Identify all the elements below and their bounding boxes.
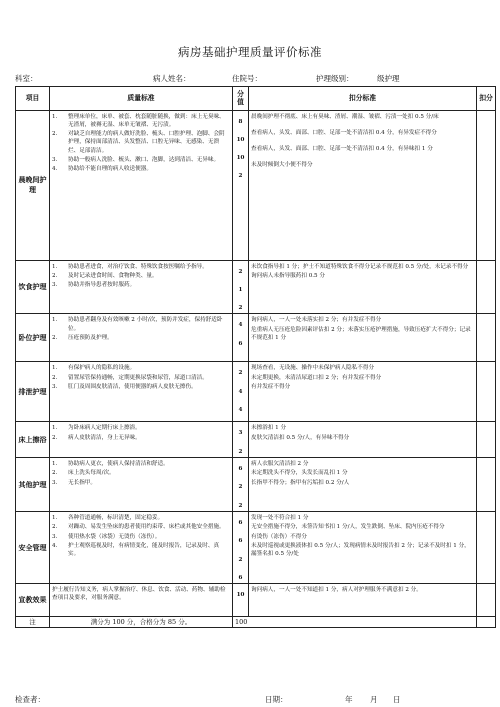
standard-item bbox=[52, 586, 230, 603]
row-standards bbox=[50, 422, 233, 458]
inspector-label: 检查者： bbox=[15, 695, 45, 704]
deduct-score-cell[interactable] bbox=[477, 422, 496, 458]
standard-text: 床上洗头每周/次。 bbox=[68, 470, 115, 477]
score-value: 6 bbox=[238, 466, 243, 473]
row-deductions bbox=[249, 584, 477, 617]
standard-text: 对缺乏自理能力的病人做好洗脸、梳头、口腔护理、泡脚、会阴护理，保持面部清洁、头发整洁、口腔无异味、无感染、无溃烂、足部清洁。 bbox=[68, 131, 225, 154]
row-scores bbox=[233, 584, 249, 617]
standard-number: 1. bbox=[52, 317, 58, 324]
standard-text: 护士履行告知义务，病人掌握治疗、休息、饮食、活动、药物、辅助检查项目及要求，对服务满意。 bbox=[52, 587, 226, 602]
standard-item bbox=[52, 424, 230, 432]
deduction-text: 未擦浴扣 1 分 bbox=[251, 425, 287, 432]
standard-text: 使用热水袋（冰袋）无烫伤（冻伤）。 bbox=[68, 533, 161, 540]
row-category: 晨晚间护理 bbox=[16, 110, 50, 260]
standard-text: 为卧床病人定期行床上擦浴。 bbox=[68, 425, 141, 432]
standard-number: 1. bbox=[52, 365, 58, 372]
standard-item bbox=[52, 460, 230, 468]
row-scores bbox=[233, 458, 249, 512]
deduction-text: 查看病人，头发、面部、口腔、足部一处不清洁扣 0.4 分，有异味扣 1 分 bbox=[251, 146, 433, 153]
score-value: 3 bbox=[238, 430, 243, 437]
score-value: 2 bbox=[238, 268, 243, 275]
standard-item bbox=[52, 523, 230, 531]
score-value: 10 bbox=[236, 592, 245, 599]
row-scores bbox=[233, 260, 249, 314]
score-value: 8 bbox=[238, 118, 243, 125]
note-row bbox=[16, 617, 496, 628]
standard-item bbox=[52, 113, 230, 130]
score-value: 6 bbox=[238, 574, 243, 581]
deduct-score-cell[interactable] bbox=[477, 584, 496, 617]
deduct-score-cell[interactable] bbox=[477, 511, 496, 583]
nursing-level-label: 护理级别： bbox=[316, 74, 354, 83]
score-value: 2 bbox=[238, 173, 243, 180]
standard-text: 有保护病人的隐私的设施。 bbox=[68, 365, 136, 372]
note-text: 满分为 100 分，合格分为 85 分。 bbox=[50, 617, 233, 628]
standard-number: 4. bbox=[52, 542, 58, 549]
evaluation-table bbox=[15, 86, 496, 628]
standard-text: 各种管道通畅，标识清楚，固定稳妥。 bbox=[68, 514, 164, 521]
row-category: 卧位护理 bbox=[16, 314, 50, 362]
table-row bbox=[16, 458, 496, 512]
deduction-text: 晨晚间护理不彻底、床上有臭味、渣屑、潮湿、皱褶、污渍一处扣 0.5 分/床 bbox=[251, 113, 439, 120]
hospital-number-label: 住院号： bbox=[232, 74, 262, 83]
row-category: 安全管理 bbox=[16, 511, 50, 583]
standard-number: 3. bbox=[52, 157, 58, 164]
score-value: 2 bbox=[238, 502, 243, 509]
deduction-text: 皮肤欠清洁扣 0.5 分/人，有异味不得分 bbox=[251, 434, 350, 441]
standard-number: 1. bbox=[52, 425, 58, 432]
row-deductions bbox=[249, 260, 477, 314]
standard-text: 协助并指导患者按时服药。 bbox=[68, 282, 136, 289]
score-value: 6 bbox=[238, 538, 243, 545]
header-item: 项目 bbox=[16, 87, 50, 111]
deduction-text: 查看病人，头发、面部、口腔、足部一处不清洁扣 0.4 分，有异发症不得分 bbox=[251, 129, 437, 136]
standard-number: 2. bbox=[52, 272, 58, 279]
standard-text: 无长指甲。 bbox=[68, 479, 96, 486]
row-standards bbox=[50, 110, 233, 260]
deduction-text: 未定期更换，未清洁尿道口扣 2 分；有并发症不得分 bbox=[251, 374, 382, 381]
row-category: 床上擦浴 bbox=[16, 422, 50, 458]
row-scores bbox=[233, 110, 249, 260]
score-value: 6 bbox=[238, 340, 243, 347]
score-value: 6 bbox=[238, 519, 243, 526]
deduct-score-cell[interactable] bbox=[477, 314, 496, 362]
standard-item bbox=[52, 374, 230, 382]
standard-text: 护士观察巡视及时，有病情变化，能及时报告，记录及时、真实。 bbox=[68, 542, 220, 558]
standard-text: 协助患者进食，对治疗饮食、特殊饮食按医嘱给予指导。 bbox=[68, 263, 208, 270]
standard-text: 及时记录进食时间、食物种类、量。 bbox=[68, 272, 158, 279]
standard-number: 1. bbox=[52, 263, 58, 270]
deduction-text: 有并发症不得分 bbox=[251, 384, 291, 391]
row-category: 饮食护理 bbox=[16, 260, 50, 314]
standard-number: 1. bbox=[52, 113, 58, 120]
standard-item bbox=[52, 364, 230, 372]
row-standards bbox=[50, 260, 233, 314]
standard-text: 留置尿管保持通畅，定期更换尿袋和尿管，尿道口清洁。 bbox=[68, 374, 208, 381]
deduction-text: 发现一处不符合扣 1 分 bbox=[251, 514, 309, 521]
score-value: 1 bbox=[238, 286, 243, 293]
deduction-text: 病人衣服欠清洁扣 2 分 bbox=[251, 461, 309, 468]
standard-number: 3. bbox=[52, 479, 58, 486]
standard-number: 1. bbox=[52, 461, 58, 468]
note-blank-cell bbox=[477, 617, 496, 628]
deduction-text: 询问病人，一人一处不知道扣 1 分，病人对护理服务不满意扣 2 分。 bbox=[251, 587, 422, 594]
standard-number: 2. bbox=[52, 434, 58, 441]
standard-item bbox=[52, 479, 230, 487]
deduct-score-cell[interactable] bbox=[477, 260, 496, 314]
deduction-text: 询问病人未指导服药扣 0.5 分 bbox=[251, 272, 325, 279]
header-deduct: 扣分标准 bbox=[249, 87, 477, 111]
standard-item bbox=[52, 165, 230, 173]
patient-name-label: 病人姓名： bbox=[153, 74, 191, 83]
deduction-text: 现场查看，无设施、操作中未保护病人隐私不得分 bbox=[251, 365, 375, 372]
score-value: 2 bbox=[238, 448, 243, 455]
standard-item bbox=[52, 334, 230, 342]
table-row bbox=[16, 422, 496, 458]
deduction-text: 长指甲不得分；指甲有污垢扣 0.2 分/人 bbox=[251, 479, 350, 486]
score-value: 2 bbox=[238, 484, 243, 491]
deduct-score-cell[interactable] bbox=[477, 362, 496, 422]
score-value: 4 bbox=[238, 407, 243, 414]
row-standards bbox=[50, 511, 233, 583]
standard-text: 协助病人更衣，使病人保持清洁和舒适。 bbox=[68, 461, 169, 468]
table-row bbox=[16, 110, 496, 260]
nursing-level-value: 级护理 bbox=[377, 74, 400, 83]
date-month: 月 bbox=[370, 695, 378, 704]
row-deductions bbox=[249, 110, 477, 260]
row-scores bbox=[233, 314, 249, 362]
standard-item bbox=[52, 263, 230, 271]
date-day: 日 bbox=[393, 695, 401, 704]
row-standards bbox=[50, 362, 233, 422]
row-deductions bbox=[249, 422, 477, 458]
header-score: 分值 bbox=[233, 87, 249, 111]
row-deductions bbox=[249, 458, 477, 512]
standard-number: 2. bbox=[52, 470, 58, 477]
row-standards bbox=[50, 458, 233, 512]
row-standards bbox=[50, 584, 233, 617]
standard-number: 1. bbox=[52, 514, 58, 521]
standard-text: 整理床单位，床单、被套、枕套随脏随换，做到：床上无臭味、无渣屑，被褥无湿、床单无皱褶、无污渍。 bbox=[68, 113, 225, 128]
standard-item bbox=[52, 542, 230, 559]
row-category: 宣教效果 bbox=[16, 584, 50, 617]
standard-text: 协助患者翻身及有效咳嗽 2 小时/次，预防并发症，保持舒适卧位。 bbox=[68, 317, 223, 332]
score-value: 4 bbox=[238, 322, 243, 329]
standard-text: 协助给不能自理的病人收送便器。 bbox=[68, 166, 152, 173]
row-deductions bbox=[249, 362, 477, 422]
row-category: 排泄护理 bbox=[16, 362, 50, 422]
deduction-text: 有烫伤（冻伤）不得分 bbox=[251, 533, 307, 540]
standard-text: 肛门及周围皮肤清洁，使用便器的病人皮肤无擦伤。 bbox=[68, 384, 197, 391]
standard-text: 病人皮肤清洁，身上无异味。 bbox=[68, 434, 141, 441]
standard-number: 4. bbox=[52, 166, 58, 173]
row-deductions bbox=[249, 314, 477, 362]
standard-item bbox=[52, 514, 230, 522]
score-value: 2 bbox=[238, 556, 243, 563]
standard-item bbox=[52, 130, 230, 155]
standard-item bbox=[52, 383, 230, 391]
dept-label: 科室： bbox=[15, 74, 38, 83]
standard-item bbox=[52, 272, 230, 280]
deduction-text: 无安全措施不得分，未签告知书扣 1 分/人，发生跌倒、坠床、院内压疮不得分 bbox=[251, 524, 445, 531]
score-value: 10 bbox=[236, 136, 245, 143]
standard-item bbox=[52, 281, 230, 289]
standard-item bbox=[52, 434, 230, 442]
standard-number: 2. bbox=[52, 335, 58, 342]
standard-item bbox=[52, 469, 230, 477]
standard-item bbox=[52, 156, 230, 164]
score-value: 2 bbox=[238, 305, 243, 312]
score-value: 2 bbox=[238, 370, 243, 377]
note-total: 100 bbox=[233, 617, 477, 628]
standard-number: 2. bbox=[52, 524, 58, 531]
page-title: 病房基础护理质量评价标准 bbox=[178, 45, 322, 59]
date-year: 年 bbox=[345, 695, 353, 704]
standard-item bbox=[52, 316, 230, 333]
table-row bbox=[16, 362, 496, 422]
deduction-text: 询问病人，一人一处未落实扣 2 分；有并发症不得分 bbox=[251, 317, 382, 324]
row-deductions bbox=[249, 511, 477, 583]
standard-number: 2. bbox=[52, 374, 58, 381]
deduction-text: 危重病人无压疮危险因素评估扣 2 分；未落实压疮护理措施，导致压疮扩大不得分；记录不规范扣 1 分 bbox=[251, 326, 471, 342]
row-category: 其他护理 bbox=[16, 458, 50, 512]
table-header-row bbox=[16, 87, 496, 111]
standard-number: 2. bbox=[52, 131, 58, 138]
header-deduct-score: 扣分 bbox=[477, 87, 496, 111]
score-value: 10 bbox=[236, 155, 245, 162]
row-scores bbox=[233, 422, 249, 458]
standard-text: 协助一般病人洗脸、梳头、漱口、泡脚，达到清洁、无异味。 bbox=[68, 157, 220, 164]
note-label: 注 bbox=[16, 617, 50, 628]
standard-text: 压疮预防及护理。 bbox=[68, 335, 113, 342]
table-row bbox=[16, 314, 496, 362]
score-value: 4 bbox=[238, 388, 243, 395]
deduction-text: 未定期洗头不得分，头发长而乱扣 1 分 bbox=[251, 470, 348, 477]
row-scores bbox=[233, 511, 249, 583]
standard-number: 3. bbox=[52, 384, 58, 391]
table-row bbox=[16, 584, 496, 617]
standard-item bbox=[52, 533, 230, 541]
row-standards bbox=[50, 314, 233, 362]
deduction-text: 未饮食指导扣 1 分；护士不知道特殊饮食不得分记录不规范扣 0.5 分/处，未记录不得分 bbox=[251, 263, 469, 270]
deduct-score-cell[interactable] bbox=[477, 110, 496, 260]
table-row bbox=[16, 260, 496, 314]
standard-number: 3. bbox=[52, 282, 58, 289]
patient-info-line bbox=[15, 73, 495, 85]
standard-number: 3. bbox=[52, 533, 58, 540]
standard-text: 对躁动、易发生坠床的患者使用约束带、床栏或其他安全措施。 bbox=[68, 524, 225, 531]
header-standard: 质量标准 bbox=[50, 87, 233, 111]
date-label: 日期： bbox=[265, 695, 288, 704]
deduction-text: 未及时巡视或更换液体扣 0.5 分/人；发现病情未及时报告扣 2 分；记录不及时扣 1 分，漏签名扣 0.5 分/处 bbox=[251, 542, 470, 558]
deduct-score-cell[interactable] bbox=[477, 458, 496, 512]
row-scores bbox=[233, 362, 249, 422]
deduction-text: 未及时倾倒大小便不得分 bbox=[251, 162, 313, 169]
table-row bbox=[16, 511, 496, 583]
